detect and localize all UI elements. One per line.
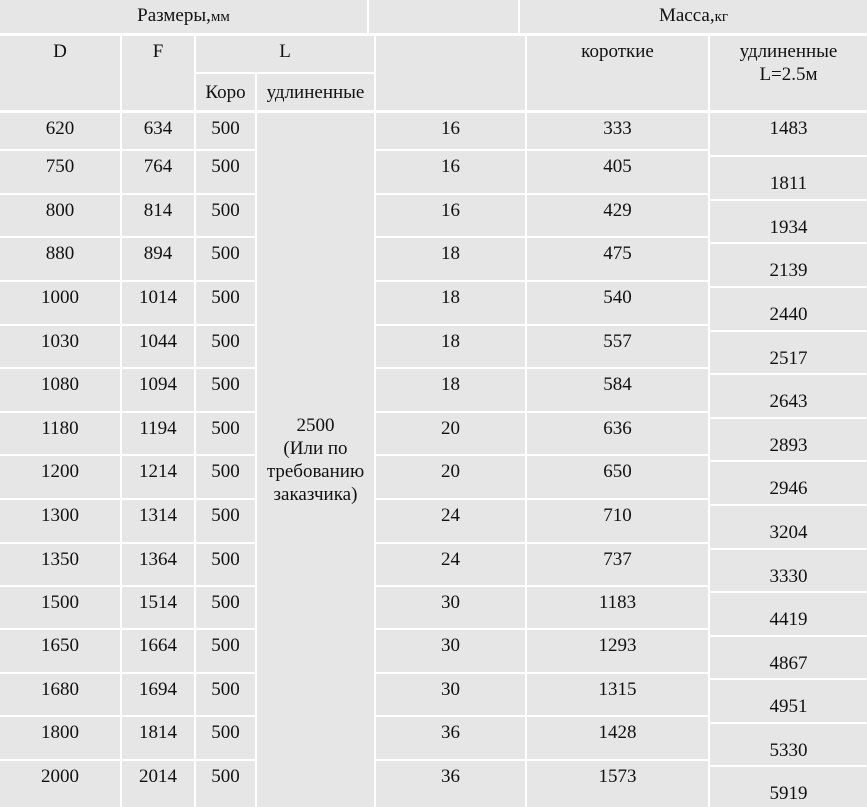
- cell-d: 1030: [0, 326, 120, 367]
- cell-l-short: 500: [196, 456, 255, 498]
- cell-mass-long: 3204: [710, 506, 867, 548]
- cell-l-short: 500: [196, 282, 255, 324]
- cell-l-short: 500: [196, 326, 255, 367]
- cell-mass-short: 405: [527, 151, 708, 193]
- cell-d: 1300: [0, 500, 120, 542]
- cell-mass-short: 557: [527, 326, 708, 367]
- l-long-note-3: заказчика): [273, 484, 358, 505]
- cell-l-short: 500: [196, 717, 255, 759]
- cell-f: 1014: [122, 282, 194, 324]
- sizes-header-unit: мм: [210, 9, 230, 25]
- mass-header: [520, 0, 867, 33]
- cell-d: 800: [0, 195, 120, 236]
- col-header-l-short: Коро: [196, 74, 255, 110]
- cell-mass-short: 540: [527, 282, 708, 324]
- cell-mass-short: 1315: [527, 674, 708, 715]
- cell-mass-long: 4419: [710, 593, 867, 635]
- cell-thickness: 18: [376, 369, 525, 411]
- cell-l-short: 500: [196, 113, 255, 149]
- col-header-thickness: [376, 36, 525, 110]
- cell-thickness: 18: [376, 238, 525, 280]
- cell-d: 1800: [0, 717, 120, 759]
- cell-mass-long: 5919: [710, 767, 867, 807]
- cell-d: 750: [0, 151, 120, 193]
- cell-l-short: 500: [196, 413, 255, 454]
- cell-d: 2000: [0, 761, 120, 807]
- cell-f: 1094: [122, 369, 194, 411]
- mass-long-line1: удлиненные: [739, 41, 838, 62]
- cell-mass-long: 2893: [710, 419, 867, 460]
- cell-mass-short: 1573: [527, 761, 708, 807]
- cell-thickness: 20: [376, 413, 525, 454]
- cell-mass-long: 5330: [710, 724, 867, 765]
- header-spacer: [369, 0, 518, 33]
- cell-mass-long: 2139: [710, 244, 867, 286]
- cell-f: 1814: [122, 717, 194, 759]
- cell-mass-long: 2440: [710, 288, 867, 330]
- cell-d: 1000: [0, 282, 120, 324]
- cell-mass-short: 429: [527, 195, 708, 236]
- cell-l-short: 500: [196, 544, 255, 585]
- cell-d: 620: [0, 113, 120, 149]
- cell-mass-short: 1183: [527, 587, 708, 628]
- cell-d: 1350: [0, 544, 120, 585]
- cell-f: 1664: [122, 630, 194, 672]
- cell-f: 634: [122, 113, 194, 149]
- cell-thickness: 24: [376, 500, 525, 542]
- col-header-f: F: [122, 36, 194, 110]
- cell-thickness: 18: [376, 282, 525, 324]
- cell-f: 1194: [122, 413, 194, 454]
- l-long-note-1: (Или по: [283, 438, 348, 459]
- cell-l-short: 500: [196, 587, 255, 628]
- cell-f: 814: [122, 195, 194, 236]
- cell-f: 764: [122, 151, 194, 193]
- cell-mass-short: 737: [527, 544, 708, 585]
- col-header-mass-long: [710, 36, 867, 110]
- cell-mass-short: 636: [527, 413, 708, 454]
- cell-mass-short: 710: [527, 500, 708, 542]
- l-long-value: 2500: [296, 415, 335, 436]
- cell-f: 1514: [122, 587, 194, 628]
- col-header-l-long: удлиненные: [257, 74, 374, 110]
- cell-d: 1200: [0, 456, 120, 498]
- cell-l-short: 500: [196, 369, 255, 411]
- cell-f: 1314: [122, 500, 194, 542]
- cell-mass-long: 4867: [710, 637, 867, 678]
- cell-mass-short: 1428: [527, 717, 708, 759]
- cell-f: 1694: [122, 674, 194, 715]
- cell-thickness: 16: [376, 113, 525, 149]
- cell-l-short: 500: [196, 500, 255, 542]
- cell-thickness: 18: [376, 326, 525, 367]
- col-header-d: D: [0, 36, 120, 110]
- cell-l-short: 500: [196, 761, 255, 807]
- cell-thickness: 16: [376, 151, 525, 193]
- cell-f: 1044: [122, 326, 194, 367]
- cell-mass-long: 1934: [710, 201, 867, 242]
- cell-mass-short: 1293: [527, 630, 708, 672]
- cell-l-short: 500: [196, 630, 255, 672]
- cell-f: 1214: [122, 456, 194, 498]
- cell-thickness: 16: [376, 195, 525, 236]
- cell-mass-long: 2643: [710, 375, 867, 417]
- cell-d: 1080: [0, 369, 120, 411]
- sizes-header-label: Размеры,: [137, 5, 211, 26]
- cell-l-short: 500: [196, 151, 255, 193]
- cell-d: 1650: [0, 630, 120, 672]
- col-header-mass-short: короткие: [527, 36, 708, 110]
- cell-mass-long: 1811: [710, 157, 867, 199]
- cell-mass-short: 650: [527, 456, 708, 498]
- cell-mass-long: 3330: [710, 550, 867, 591]
- cell-mass-long: 4951: [710, 680, 867, 722]
- cell-thickness: 24: [376, 544, 525, 585]
- cell-mass-short: 584: [527, 369, 708, 411]
- l-long-note-2: требованию: [266, 461, 365, 482]
- cell-thickness: 36: [376, 717, 525, 759]
- mass-header-label: Масса,: [658, 5, 715, 26]
- col-header-l: L: [196, 36, 374, 72]
- cell-mass-long: 2946: [710, 462, 867, 504]
- cell-f: 1364: [122, 544, 194, 585]
- cell-thickness: 30: [376, 674, 525, 715]
- cell-mass-long: 2517: [710, 332, 867, 373]
- cell-d: 1180: [0, 413, 120, 454]
- cell-mass-short: 333: [527, 113, 708, 149]
- mass-header-unit: кг: [714, 9, 729, 25]
- cell-thickness: 36: [376, 761, 525, 807]
- mass-long-line2: L=2.5м: [759, 64, 818, 85]
- sizes-header: [0, 0, 367, 33]
- cell-thickness: 20: [376, 456, 525, 498]
- cell-d: 880: [0, 238, 120, 280]
- l-long-merged-cell: [257, 113, 374, 807]
- cell-d: 1500: [0, 587, 120, 628]
- cell-d: 1680: [0, 674, 120, 715]
- cell-thickness: 30: [376, 630, 525, 672]
- cell-l-short: 500: [196, 674, 255, 715]
- cell-f: 894: [122, 238, 194, 280]
- cell-thickness: 30: [376, 587, 525, 628]
- cell-mass-long: 1483: [710, 113, 867, 155]
- cell-f: 2014: [122, 761, 194, 807]
- cell-l-short: 500: [196, 195, 255, 236]
- cell-mass-short: 475: [527, 238, 708, 280]
- cell-l-short: 500: [196, 238, 255, 280]
